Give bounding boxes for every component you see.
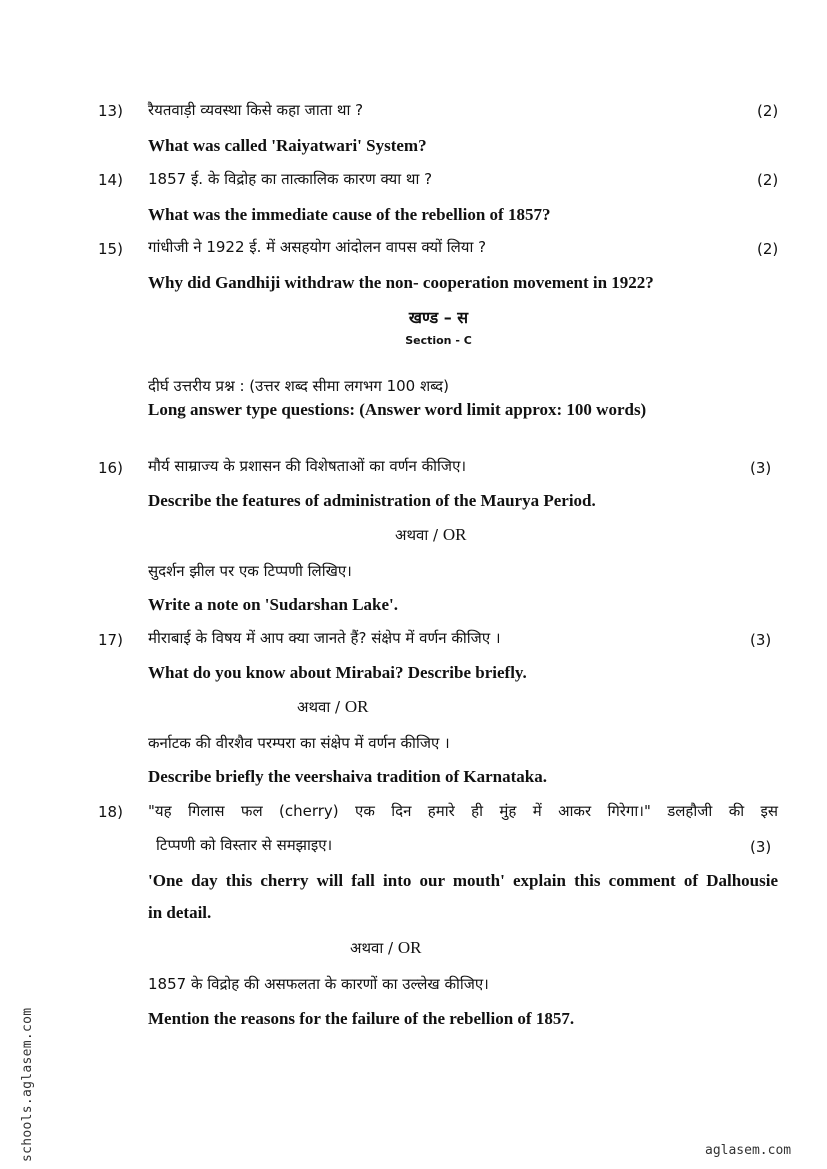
or-english: OR bbox=[344, 697, 369, 716]
question-text-english: Why did Gandhiji withdraw the non- cooperation movement in 1922? bbox=[148, 273, 654, 292]
question-marks: (3) bbox=[750, 838, 772, 856]
question-number: 18) bbox=[98, 803, 123, 821]
alternate-question-hindi: कर्नाटक की वीरशैव परम्परा का संक्षेप में वर्णन कीजिए । bbox=[148, 734, 450, 752]
question-text-hindi: गांधीजी ने 1922 ई. में असहयोग आंदोलन वापस क्यों लिया ? bbox=[148, 238, 487, 256]
section-title-english: Section - C bbox=[405, 334, 472, 347]
alternate-question-english: Write a note on 'Sudarshan Lake'. bbox=[148, 595, 399, 614]
section-instruction-english: Long answer type questions: (Answer word limit approx: 100 words) bbox=[148, 400, 647, 419]
question-number: 13) bbox=[98, 102, 123, 120]
side-watermark: schools.aglasem.com bbox=[20, 1007, 35, 1162]
question-text-hindi: 1857 ई. के विद्रोह का तात्कालिक कारण क्या था ? bbox=[148, 170, 433, 188]
question-text-english: What was the immediate cause of the rebellion of 1857? bbox=[148, 205, 551, 224]
question-text-hindi: मीराबाई के विषय में आप क्या जानते हैं? संक्षेप में वर्णन कीजिए । bbox=[148, 629, 501, 647]
question-marks: (3) bbox=[750, 631, 772, 649]
or-divider bbox=[297, 697, 369, 717]
question-text-english: What do you know about Mirabai? Describe briefly. bbox=[148, 663, 527, 682]
question-number: 17) bbox=[98, 631, 123, 649]
question-text-hindi: "यह गिलास फल (cherry) एक दिन हमारे ही मुंह में आकर गिरेगा।" डलहौजी की इस bbox=[148, 802, 778, 820]
question-text-english-continued: in detail. bbox=[148, 903, 212, 922]
alternate-question-english: Mention the reasons for the failure of the rebellion of 1857. bbox=[148, 1009, 575, 1028]
or-hindi: अथवा / bbox=[297, 698, 341, 716]
question-marks: (2) bbox=[757, 240, 779, 258]
question-text-hindi: मौर्य साम्राज्य के प्रशासन की विशेषताओं का वर्णन कीजिए। bbox=[148, 457, 467, 475]
or-hindi: अथवा / bbox=[395, 526, 439, 544]
or-divider bbox=[395, 525, 467, 545]
question-marks: (3) bbox=[750, 459, 772, 477]
alternate-question-english: Describe briefly the veershaiva tradition of Karnataka. bbox=[148, 767, 547, 786]
question-number: 14) bbox=[98, 171, 123, 189]
question-number: 15) bbox=[98, 240, 123, 258]
question-text-english: Describe the features of administration of the Maurya Period. bbox=[148, 491, 596, 510]
or-english: OR bbox=[397, 938, 422, 957]
question-text-hindi: रैयतवाड़ी व्यवस्था किसे कहा जाता था ? bbox=[148, 101, 364, 119]
question-text-english: What was called 'Raiyatwari' System? bbox=[148, 136, 427, 155]
section-instruction-hindi: दीर्घ उत्तरीय प्रश्न : (उत्तर शब्द सीमा लगभग 100 शब्द) bbox=[148, 377, 449, 395]
alternate-question-hindi: 1857 के विद्रोह की असफलता के कारणों का उल्लेख कीजिए। bbox=[148, 975, 489, 993]
section-title-hindi: खण्ड – स bbox=[408, 308, 469, 327]
bottom-watermark: aglasem.com bbox=[705, 1143, 792, 1158]
or-hindi: अथवा / bbox=[350, 939, 394, 957]
or-divider bbox=[350, 938, 422, 958]
question-marks: (2) bbox=[757, 171, 779, 189]
question-text-hindi-continued: टिप्पणी को विस्तार से समझाइए। bbox=[156, 836, 333, 854]
or-english: OR bbox=[442, 525, 467, 544]
alternate-question-hindi: सुदर्शन झील पर एक टिप्पणी लिखिए। bbox=[148, 562, 352, 580]
question-marks: (2) bbox=[757, 102, 779, 120]
question-number: 16) bbox=[98, 459, 123, 477]
question-text-english: 'One day this cherry will fall into our mouth' explain this comment of Dalhousie bbox=[148, 871, 778, 890]
